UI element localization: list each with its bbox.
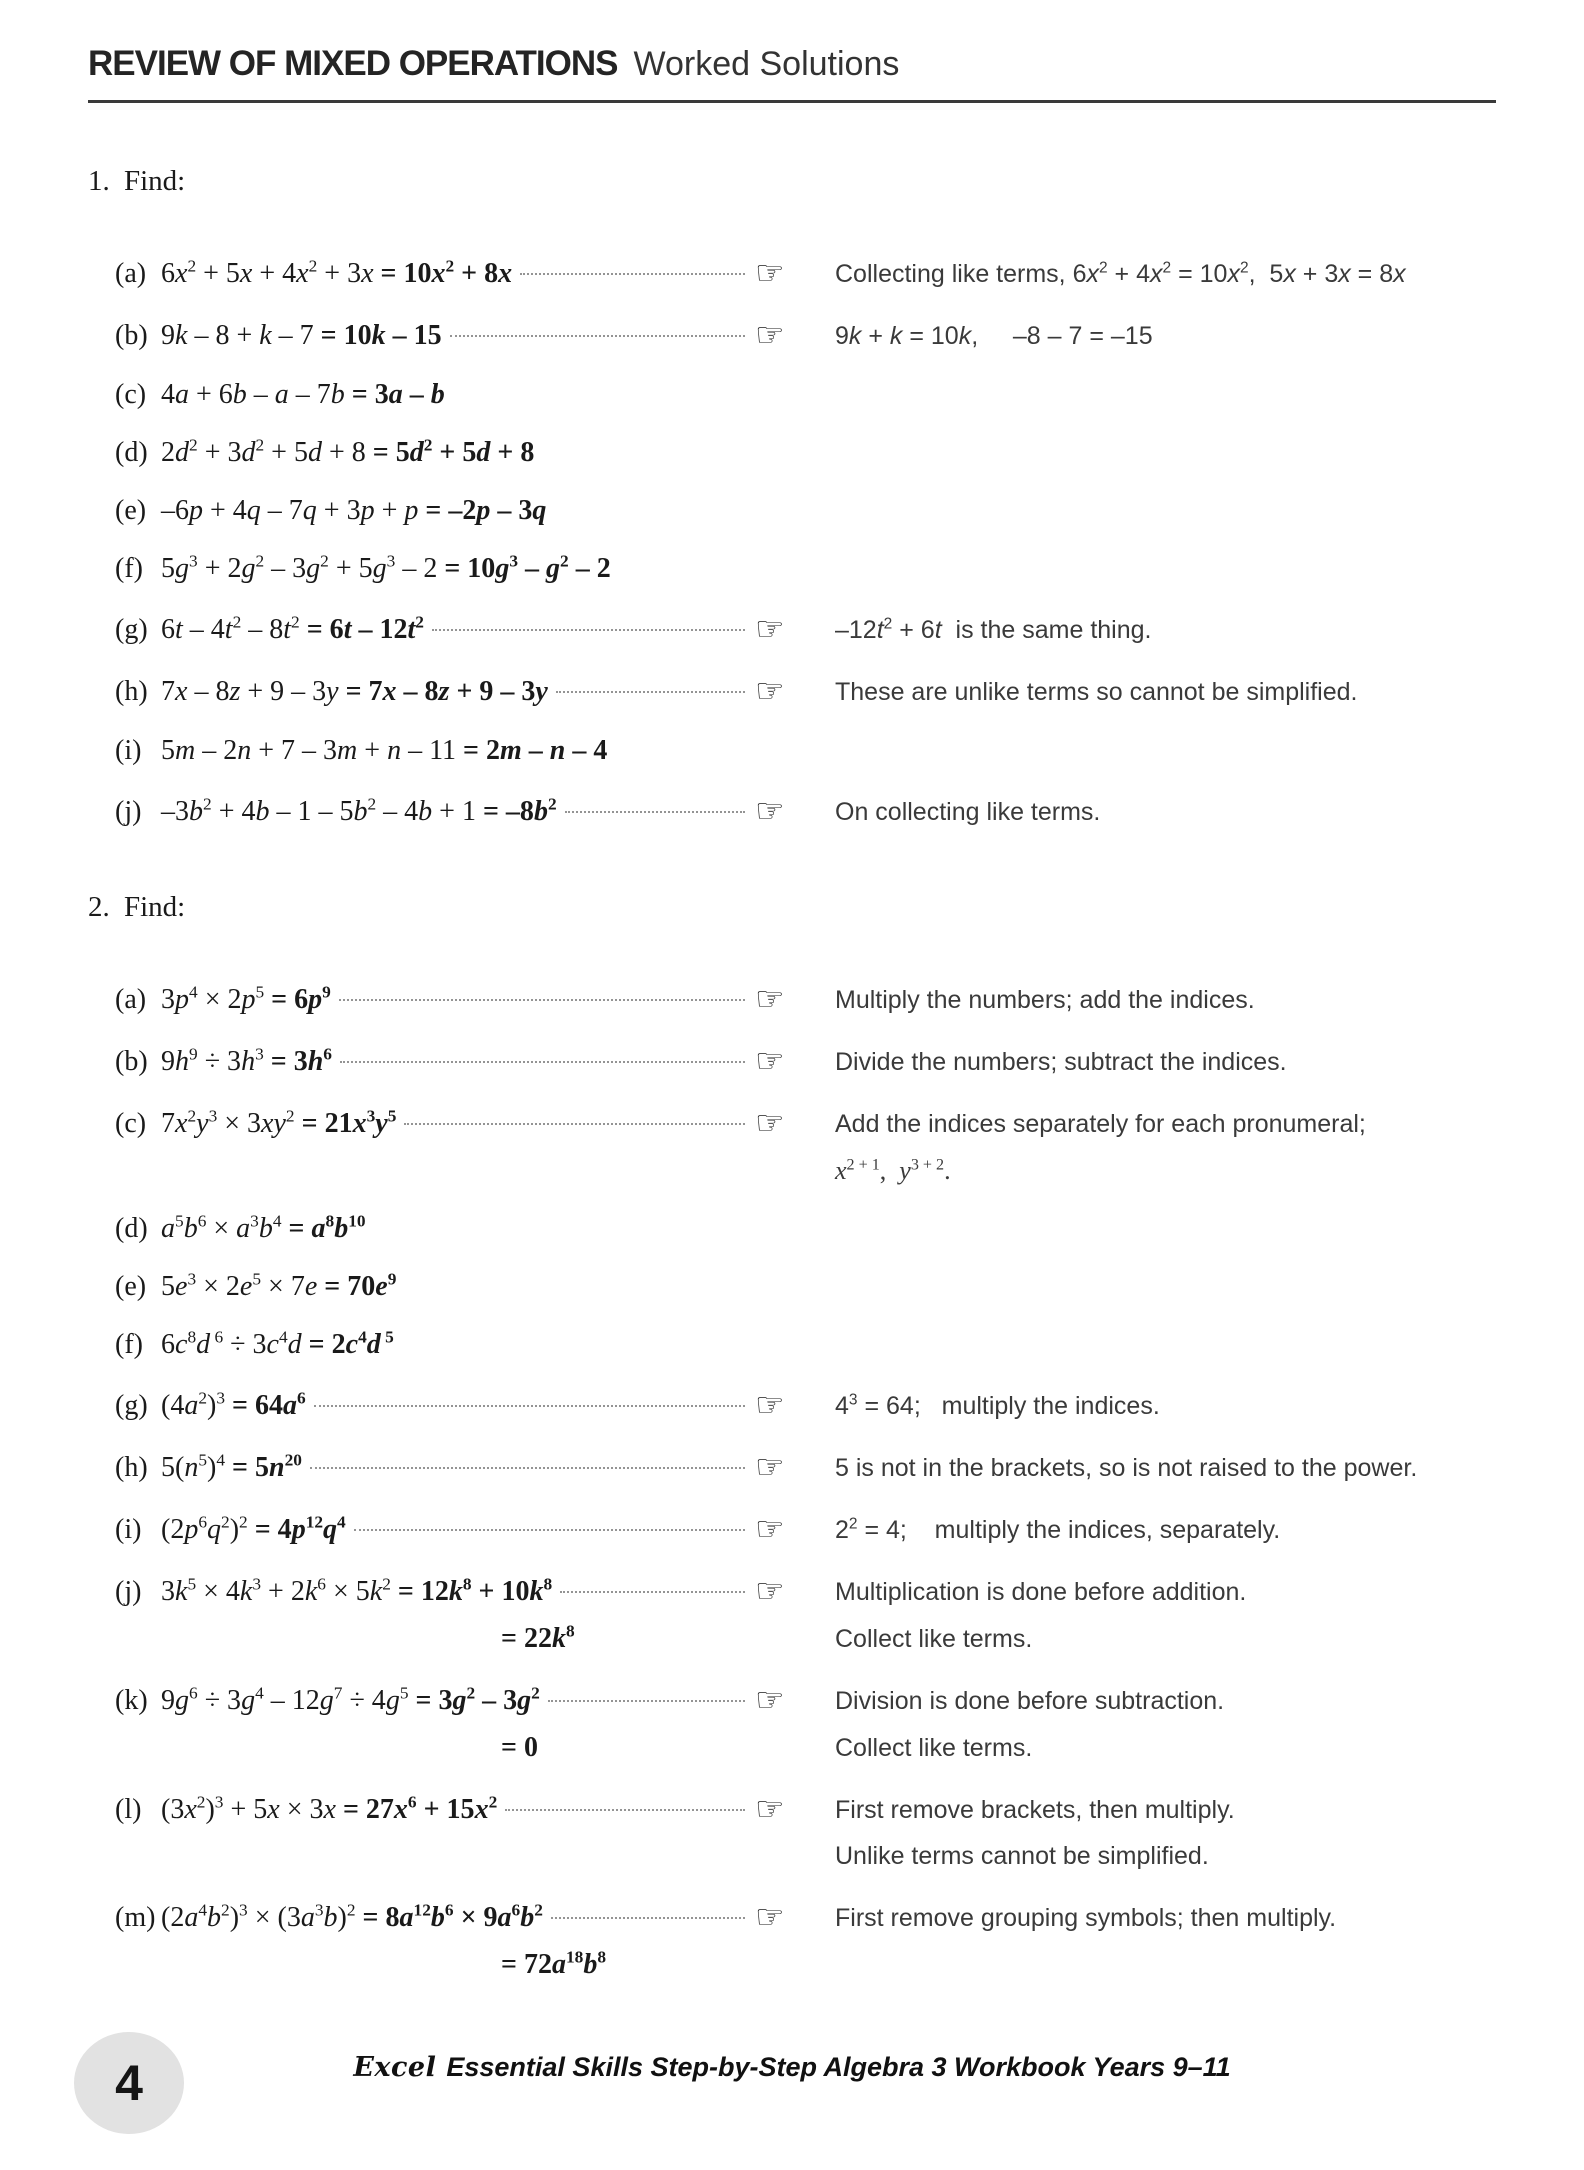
item-label: (d) (115, 1213, 148, 1244)
equation-answer: = $3g^2 - 3g^2$ (415, 1683, 540, 1716)
continuation-line: = $72a^{18}b^8$ (501, 1947, 607, 1980)
worked-solution-row (115, 1386, 1496, 1423)
note-text: Add the indices separately for each pronumeral; (835, 1110, 1366, 1138)
equation-answer: = 10k – 15 (320, 320, 442, 351)
equation-answer: = $10g^3 - g^2 - 2$ (444, 551, 611, 584)
equation-zone (161, 378, 755, 411)
equation-zone (161, 1270, 755, 1303)
worked-solution-row (115, 1572, 1496, 1609)
pointing-hand-icon: ☞ (755, 791, 785, 830)
equation-answer: = $a^8b^{10}$ (288, 1211, 366, 1244)
equation: $(2a^4b^2)^3 \times (3a^3b)^2 = 8a^{12}b^6 \times 9a^6b^2$ (161, 1900, 543, 1933)
note-text: First remove brackets, then multiply. (835, 1796, 1235, 1824)
note-text: These are unlike terms so cannot be simplified. (835, 678, 1358, 706)
item-label: (a) (115, 984, 147, 1015)
item-label: (g) (115, 614, 148, 645)
worked-solution-row (115, 734, 1496, 767)
equation: $5(n^5)^4 = 5n^{20}$ (161, 1450, 302, 1483)
worked-solution-continuation-row (115, 1154, 1496, 1187)
pointing-hand-icon: ☞ (755, 1447, 785, 1486)
note-text: Division is done before subtraction. (835, 1687, 1225, 1715)
pointing-hand-icon: ☞ (755, 609, 785, 648)
note-text: Collecting like terms, $6x^2 + 4x^2 = 10x^2$, 5x + 3x = 8x (835, 259, 1406, 288)
worked-solution-row (115, 254, 1496, 291)
continuation-line: = $22k^8$ (501, 1621, 575, 1654)
equation-answer: = $12k^8 + 10k^8$ (397, 1574, 553, 1607)
worked-solution-row (115, 610, 1496, 647)
equation-answer: = $8a^{12}b^6 \times 9a^6b^2$ (362, 1900, 543, 1933)
note-text: 9k + k = 10k, –8 – 7 = –15 (835, 322, 1153, 350)
item-label: (j) (115, 796, 142, 827)
pointing-hand-icon: ☞ (755, 315, 785, 354)
equation: $6x^2 + 5x + 4x^2 + 3x = 10x^2 + 8x$ (161, 256, 513, 289)
note-text: 5 is not in the brackets, so is not raised to the power. (835, 1454, 1418, 1482)
equation-zone (161, 1622, 755, 1655)
note-text: Multiply the numbers; add the indices. (835, 986, 1255, 1014)
dotted-leader (450, 335, 745, 337)
note-text: $2^2 = 4$; multiply the indices, separately. (835, 1515, 1281, 1544)
pointing-hand-icon: ☞ (755, 253, 785, 292)
note-text: On collecting like terms. (835, 798, 1101, 826)
footer-brand: Excel (353, 2052, 437, 2083)
sections (88, 165, 1496, 1981)
equation: $a^5b^6 \times a^3b^4 = a^8b^{10}$ (161, 1211, 366, 1244)
worked-solution-row (115, 316, 1496, 353)
footer-book-title (0, 2052, 1584, 2083)
equation-answer: = $4p^{12}q^4$ (254, 1512, 346, 1545)
worked-solution-row (115, 672, 1496, 709)
equation-zone (161, 1684, 755, 1717)
pointing-hand-icon: ☞ (755, 1789, 785, 1828)
equation: –6p + 4q – 7q + 3p + p = –2p – 3q (161, 495, 547, 526)
question-title: Find: (124, 165, 186, 197)
item-label: (e) (115, 1271, 147, 1302)
question-section (88, 165, 1496, 829)
dotted-leader (354, 1529, 745, 1531)
equation: $(4a^2)^3 = 64a^6$ (161, 1388, 306, 1421)
equation-zone (161, 1389, 755, 1422)
note-text: Multiplication is done before addition. (835, 1578, 1247, 1606)
equation-zone (161, 257, 755, 290)
equation-answer: = $27x^6 + 15x^2$ (342, 1792, 498, 1825)
item-label: (l) (115, 1794, 142, 1825)
page-subtitle: Worked Solutions (633, 45, 900, 83)
equation-zone (161, 734, 755, 767)
page-title: REVIEW OF MIXED OPERATIONS (88, 44, 618, 83)
worked-solution-continuation-row (115, 1948, 1496, 1981)
item-label: (a) (115, 258, 147, 289)
page-header (88, 44, 1496, 103)
question-number: 1. (88, 165, 110, 197)
pointing-hand-icon: ☞ (755, 1041, 785, 1080)
equation: 9k – 8 + k – 7 = 10k – 15 (161, 320, 442, 351)
equation: 7x – 8z + 9 – 3y = 7x – 8z + 9 – 3y (161, 676, 548, 707)
equation: $3p^4 \times 2p^5 = 6p^9$ (161, 982, 331, 1015)
worked-solution-row (115, 1790, 1496, 1827)
equation-zone (161, 1731, 755, 1764)
dotted-leader (560, 1591, 745, 1593)
equation-zone (161, 1513, 755, 1546)
equation-answer: = –2p – 3q (425, 495, 547, 526)
item-label: (c) (115, 1108, 147, 1139)
dotted-leader (548, 1700, 745, 1702)
equation-zone (161, 494, 755, 527)
equation-zone (161, 552, 755, 585)
item-label: (b) (115, 1046, 148, 1077)
worked-solution-row (115, 792, 1496, 829)
equation-zone (161, 983, 755, 1016)
equation: $6t - 4t^2 - 8t^2 = 6t - 12t^2$ (161, 612, 424, 645)
dotted-leader (505, 1809, 745, 1811)
equation-zone (161, 675, 755, 708)
equation-answer: = $21x^3y^5$ (301, 1106, 397, 1139)
note-text: First remove grouping symbols; then multiply. (835, 1904, 1337, 1932)
page-number-badge (74, 2032, 184, 2134)
dotted-leader (340, 1061, 745, 1063)
worked-solution-row (115, 980, 1496, 1017)
equation: $3k^5 \times 4k^3 + 2k^6 \times 5k^2 = 12k^8 + 10k^8$ (161, 1574, 553, 1607)
worked-solution-row (115, 1448, 1496, 1485)
worked-solution-row (115, 436, 1496, 469)
equation-zone (161, 1107, 755, 1140)
equation-answer: = 7x – 8z + 9 – 3y (345, 676, 548, 707)
question-items (88, 980, 1496, 1981)
item-label: (h) (115, 1452, 148, 1483)
worked-solution-continuation-row (115, 1731, 1496, 1765)
pointing-hand-icon: ☞ (755, 1680, 785, 1719)
item-label: (j) (115, 1576, 142, 1607)
worked-solution-row (115, 1270, 1496, 1303)
equation-zone (161, 1793, 755, 1826)
question-heading (88, 165, 1496, 198)
equation: $7x^2y^3 \times 3xy^2 = 21x^3y^5$ (161, 1106, 397, 1139)
worked-solution-row (115, 1898, 1496, 1935)
note-text-line2: $x^{2 + 1}$, $y^{3 + 2}$. (835, 1156, 951, 1185)
equation: $9h^9 \div 3h^3 = 3h^6$ (161, 1044, 332, 1077)
equation: $5g^3 + 2g^2 - 3g^2 + 5g^3 - 2 = 10g^3 - g^2 - 2$ (161, 551, 611, 584)
worked-solution-row (115, 1212, 1496, 1245)
pointing-hand-icon: ☞ (755, 671, 785, 710)
equation: $-3b^2 + 4b - 1 - 5b^2 - 4b + 1 = -8b^2$ (161, 794, 557, 827)
equation: 4a + 6b – a – 7b = 3a – b (161, 379, 445, 410)
equation-answer: = $6t - 12t^2$ (306, 612, 424, 645)
item-label: (k) (115, 1685, 148, 1716)
continuation-line: = 0 (501, 1732, 538, 1763)
pointing-hand-icon: ☞ (755, 1897, 785, 1936)
dotted-leader (520, 273, 745, 275)
item-label: (i) (115, 1514, 142, 1545)
item-label: (b) (115, 320, 148, 351)
equation-answer: = $3h^6$ (270, 1044, 332, 1077)
question-items (88, 254, 1496, 829)
equation-answer: = $5n^{20}$ (232, 1450, 302, 1483)
equation-zone (161, 1212, 755, 1245)
equation: $9g^6 \div 3g^4 - 12g^7 \div 4g^5 = 3g^2 - 3g^2$ (161, 1683, 540, 1716)
equation-zone (161, 1948, 755, 1981)
dotted-leader (339, 999, 745, 1001)
question-title: Find: (124, 891, 186, 923)
equation: $(2p^6q^2)^2 = 4p^{12}q^4$ (161, 1512, 346, 1545)
pointing-hand-icon: ☞ (755, 1509, 785, 1548)
page-number: 4 (115, 2055, 143, 2111)
worked-solution-row (115, 1681, 1496, 1718)
equation-zone (161, 1901, 755, 1934)
item-label: (h) (115, 676, 148, 707)
worked-solution-row (115, 1104, 1496, 1141)
worked-solution-row (115, 378, 1496, 411)
equation-zone (161, 613, 755, 646)
note-text-line2: Collect like terms. (835, 1625, 1033, 1653)
equation-answer: = $64a^6$ (232, 1388, 306, 1421)
question-heading (88, 891, 1496, 924)
equation-zone (161, 319, 755, 352)
note-text-line2: Unlike terms cannot be simplified. (835, 1842, 1209, 1870)
equation-answer: = $5d^2 + 5d + 8$ (372, 435, 535, 468)
worked-solution-row (115, 494, 1496, 527)
note-text-line2: Collect like terms. (835, 1734, 1033, 1762)
item-label: (f) (115, 553, 143, 584)
pointing-hand-icon: ☞ (755, 1571, 785, 1610)
equation-zone (161, 436, 755, 469)
pointing-hand-icon: ☞ (755, 1385, 785, 1424)
note-text: $-12t^2 + 6t$ is the same thing. (835, 615, 1152, 644)
equation-answer: = $10x^2 + 8x$ (380, 256, 513, 289)
dotted-leader (314, 1405, 745, 1407)
item-label: (m) (115, 1902, 156, 1933)
question-number: 2. (88, 891, 110, 923)
worked-solution-row (115, 1042, 1496, 1079)
worked-solution-continuation-row (115, 1622, 1496, 1656)
dotted-leader (565, 811, 745, 813)
equation-answer: = $70e^9$ (324, 1269, 397, 1302)
page-footer (0, 2018, 1584, 2138)
worked-solution-row (115, 1328, 1496, 1361)
item-label: (e) (115, 495, 147, 526)
dotted-leader (404, 1123, 745, 1125)
dotted-leader (432, 629, 745, 631)
worked-solution-row (115, 552, 1496, 585)
equation-answer: = $2c^4d$ $^5$ (308, 1327, 394, 1360)
equation: 5m – 2n + 7 – 3m + n – 11 = 2m – n – 4 (161, 735, 608, 766)
equation-zone (161, 1451, 755, 1484)
pointing-hand-icon: ☞ (755, 1103, 785, 1142)
equation: $(3x^2)^3 + 5x \times 3x = 27x^6 + 15x^2$ (161, 1792, 498, 1825)
note-text: Divide the numbers; subtract the indices. (835, 1048, 1287, 1076)
equation: $5e^3 \times 2e^5 \times 7e = 70e^9$ (161, 1269, 397, 1302)
equation-answer: = $-8b^2$ (482, 794, 557, 827)
question-section (88, 891, 1496, 1981)
equation: $2d^2 + 3d^2 + 5d + 8 = 5d^2 + 5d + 8$ (161, 435, 535, 468)
equation: $6c^8d$ $^6 \div 3c^4d = 2c^4d$ $^5$ (161, 1327, 394, 1360)
worked-solutions (88, 165, 1496, 1981)
item-label: (g) (115, 1390, 148, 1421)
item-label: (d) (115, 437, 148, 468)
dotted-leader (556, 691, 745, 693)
dotted-leader (310, 1467, 745, 1469)
item-label: (c) (115, 379, 147, 410)
item-label: (f) (115, 1329, 143, 1360)
equation-zone (161, 1328, 755, 1361)
dotted-leader (551, 1917, 745, 1919)
pointing-hand-icon: ☞ (755, 979, 785, 1018)
equation-answer: = 3a – b (351, 379, 445, 410)
equation-answer: = $6p^9$ (271, 982, 331, 1015)
note-text: $4^3 = 64$; multiply the indices. (835, 1391, 1160, 1420)
equation-answer: = 2m – n – 4 (463, 735, 608, 766)
equation-zone (161, 1575, 755, 1608)
equation-zone (161, 1045, 755, 1078)
item-label: (i) (115, 735, 142, 766)
worked-solution-continuation-row (115, 1840, 1496, 1873)
equation-zone (161, 795, 755, 828)
footer-title-text: Essential Skills Step-by-Step Algebra 3 Workbook Years 9–11 (446, 2052, 1231, 2082)
worked-solution-row (115, 1510, 1496, 1547)
